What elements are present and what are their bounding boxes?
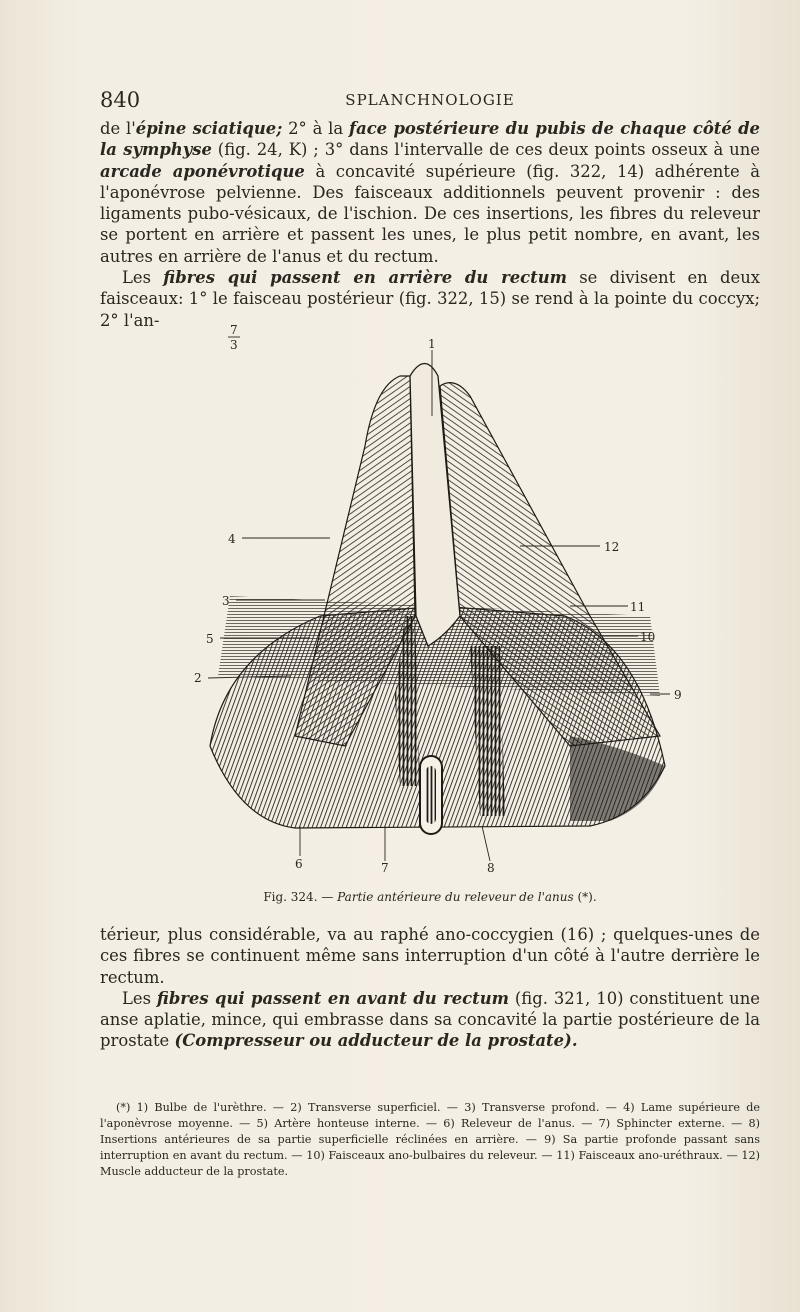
label-2: 2 (194, 671, 202, 685)
text-run: de l' (100, 119, 136, 138)
label-3: 3 (222, 594, 230, 608)
label-12: 12 (604, 540, 620, 554)
label-1: 1 (428, 337, 436, 351)
label-9: 9 (674, 688, 682, 702)
label-5: 5 (206, 632, 214, 646)
label-7-top: 7 (230, 323, 238, 337)
caption-number: Fig. 324. — (263, 890, 338, 904)
label-6: 6 (295, 857, 303, 871)
italic-term: fibres qui passent en avant du rectum (156, 988, 509, 1008)
text-run: (fig. 24, K) ; 3° dans l'intervalle de ces deux points osseux à une (211, 140, 760, 160)
paragraph-anterior-fibres (100, 988, 760, 1052)
levator-ani-illustration (170, 316, 710, 886)
label-11: 11 (630, 600, 646, 614)
figure-caption (100, 890, 760, 904)
label-10: 10 (640, 630, 656, 644)
paragraph-continuation: térieur, plus considérable, va au raphé ano-coccygien (16) ; quelques-unes de ces fibres se continuent même sans interruption d'un côté à l'autre derrière le rectum. (100, 925, 760, 987)
running-title: SPLANCHNOLOGIE (345, 91, 515, 109)
italic-term: arcade aponévrotique (100, 161, 305, 181)
label-8: 8 (487, 861, 495, 875)
caption-suffix: (*). (573, 890, 597, 904)
anal-inner (426, 766, 436, 824)
text-run: 2° à la (282, 119, 350, 138)
body-text-bottom (100, 924, 760, 1052)
italic-term: épine sciatique; (135, 119, 283, 138)
label-3-top: 3 (230, 338, 238, 352)
text-run: à concavité supérieure (fig. 322, 14) adhérente à l'aponévrose pelvienne. Des faisceaux additionnels peuvent provenir : des ligaments pubo-vésicaux, de l'ischion. De ces insertions, les fibres du releveur se portent en arrière et passent les unes, le plus petit nombre, en avant, les autres en arrière de l'anus et du rectum. (100, 161, 760, 266)
italic-term: (Compresseur ou adducteur de la prostate). (174, 1031, 578, 1051)
caption-title: Partie antérieure du releveur de l'anus (337, 890, 574, 904)
anatomical-figure (170, 316, 710, 886)
legend-text: (*) 1) Bulbe de l'urèthre. — 2) Transverse superficiel. — 3) Transverse profond. — 4) Lame supérieure de l'aponèvrose moyenne. — 5) Artère honteuse interne. — 6) Releveur de l'anus. — 7) Sphincter externe. — 8) Insertions antérieures de sa partie superficielle réclinées en arrière. — 9) Sa partie profonde passant sans interruption en avant du rectum. — 10) Faisceaux ano-bulbaires du releveur. — 11) Faisceaux ano-uréthraux. — 12) Muscle adducteur de la prostate. (100, 1101, 760, 1178)
text-run: (fig. 321, 10) constituent une anse aplatie, mince, qui embrasse dans sa concavité la partie postérieure de la prostate (100, 988, 760, 1051)
text-run: Les (122, 268, 164, 288)
label-4: 4 (228, 532, 236, 546)
italic-term: fibres qui passent en arrière du rectum (163, 268, 567, 288)
running-head (100, 88, 760, 112)
page-number: 840 (100, 88, 141, 112)
body-text-top (100, 118, 760, 331)
italic-term: face postérieure du pubis de chaque côté de la symphyse (100, 119, 760, 160)
text-run: se divisent en deux faisceaux: 1° le faisceau postérieur (fig. 322, 15) se rend à la pointe du coccyx; 2° l'an- (100, 268, 760, 330)
text-run: Les (122, 988, 157, 1008)
figure-legend (100, 1100, 760, 1180)
paragraph-insertions (100, 118, 760, 267)
label-7: 7 (381, 861, 389, 875)
